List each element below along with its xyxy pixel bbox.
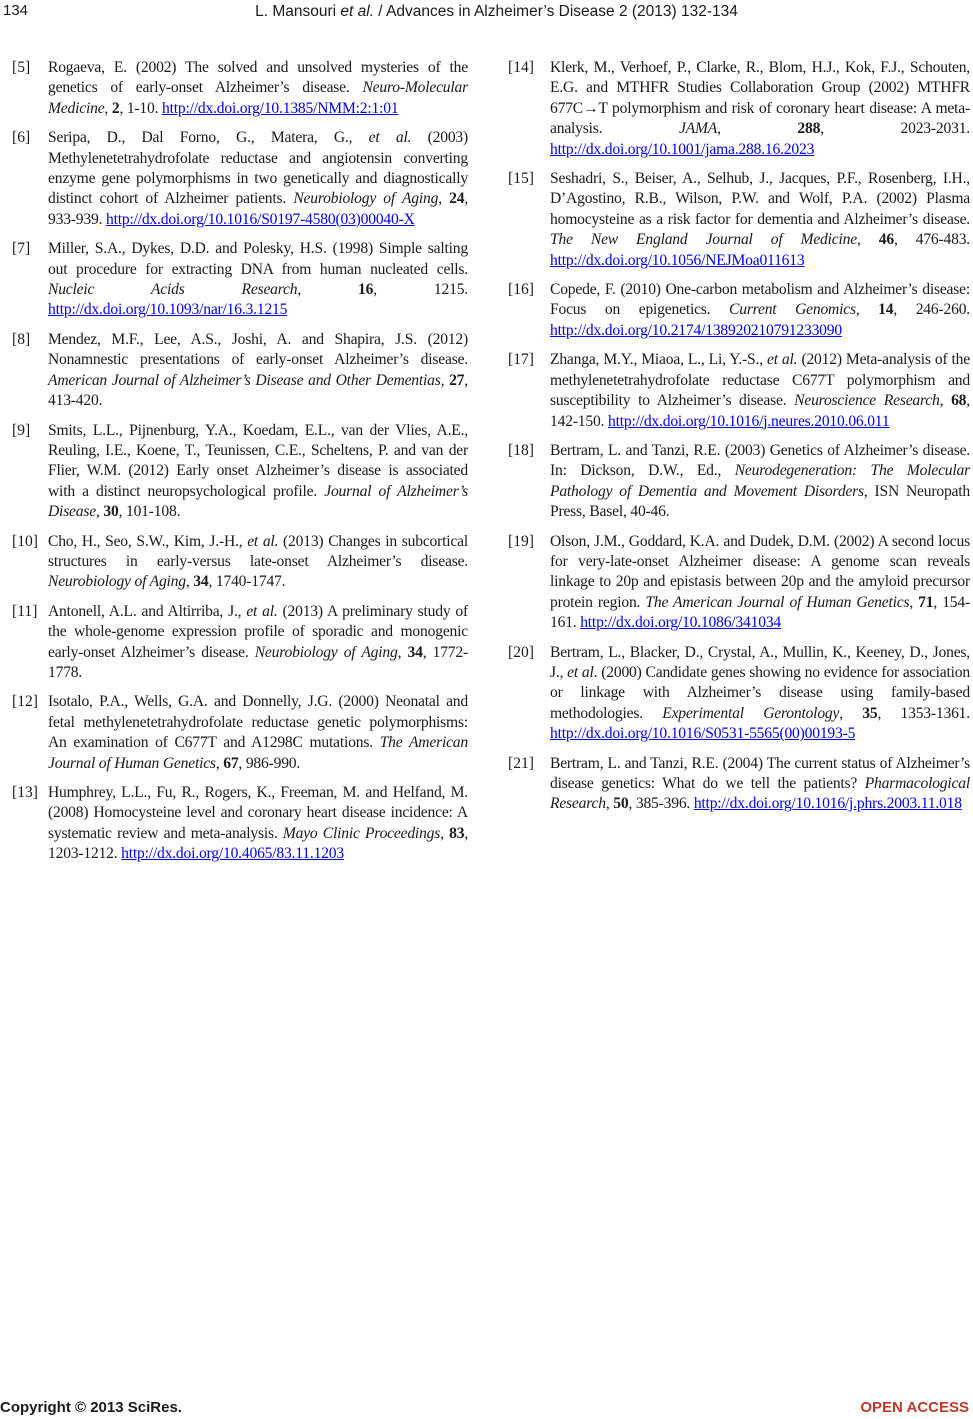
reference-number: [13] [12,784,38,801]
reference-segment: (2013) A preliminary study of the whole-genome expression profile of sporadic and monogenic early-onset Alzheimer’s disease. [48,602,469,661]
reference-number: [5] [12,59,31,76]
italic-text: Current Genomics [729,301,856,319]
italic-text: Neurobiology of Aging [254,643,398,661]
header-etal: et al. [340,3,374,20]
italic-text: Mayo Clinic Proceedings [282,824,441,842]
reference-number: [18] [508,441,534,459]
volume-number: 24 [449,190,465,208]
italic-text: Neurobiology of Aging [293,190,439,208]
reference-number: [16] [508,281,534,299]
volume-number: 68 [951,392,967,410]
reference-segment: , [397,643,408,661]
open-access-label: OPEN ACCESS [860,1399,969,1416]
reference-segment: , [939,392,952,410]
reference-number: [12] [12,693,38,711]
page-number: 134 [3,2,29,19]
reference-segment: Cho, H., Seo, S.W., Kim, J.-H., [48,532,248,550]
reference-segment: , 1-10. [119,99,163,117]
reference-segment: , [104,99,112,117]
volume-number: 34 [193,573,209,591]
header-journal: / Advances in Alzheimer’s Disease 2 (2013) 132-134 [374,3,738,20]
reference-item [508,754,970,815]
italic-text: et al [567,663,594,681]
reference-segment: , 1353-1361. [877,704,970,722]
reference-text [48,330,468,412]
doi-link[interactable]: http://dx.doi.org/10.1086/341034 [580,614,782,632]
doi-link[interactable]: http://dx.doi.org/10.1016/S0531-5565(00)00193-5 [550,725,856,743]
reference-text [550,280,970,341]
volume-number: 288 [797,120,821,138]
reference-text [550,350,970,432]
italic-text: The New England Journal of Medicine [550,231,857,249]
reference-text [48,692,468,774]
reference-segment: Mendez, M.F., Lee, A.S., Joshi, A. and Shapira, J.S. (2012) Nonamnestic presentations of early-onset Alzheimer’s disease. [48,330,468,369]
volume-number: 2 [111,99,120,117]
reference-segment: Humphrey, L.L., Fu, R., Rogers, K., Freeman, M. and Helfand, M. (2008) Homocysteine level and coronary heart disease incidence: A systematic review and meta-analysis. [48,784,468,842]
reference-segment: Antonell, A.L. and Altirriba, J., [48,602,247,620]
reference-segment: , ISN Neuropath Press, Basel, 40-46. [550,482,970,521]
reference-segment: , 2023-2031. [820,120,970,138]
reference-number: [11] [12,602,38,620]
italic-text: et al. [767,351,798,369]
volume-number: 16 [358,281,374,299]
reference-segment: , [856,231,879,249]
reference-segment: Seripa, D., Dal Forno, G., Matera, G., [48,129,369,147]
reference-segment: , 476-483. [893,231,970,249]
doi-link[interactable]: http://dx.doi.org/10.1093/nar/16.3.1215 [48,301,288,319]
reference-segment: Olson, J.M., Goddard, K.A. and Dudek, D.M. (2002) A second locus for very-late-onset Alzheimer disease: A genome scan reveals linkage to 20p and epistasis between 20p and the amyloid precursor protein region. [550,532,970,611]
volume-number: 50 [613,795,629,813]
reference-text [550,754,970,815]
header-authors: L. Mansouri [255,3,341,20]
doi-link[interactable]: http://dx.doi.org/10.1016/j.neures.2010.06.011 [607,412,890,430]
reference-item [508,169,970,271]
reference-segment: Miller, S.A., Dykes, D.D. and Polesky, H.S. (1998) Simple salting out procedure for extracting DNA from human nucleated cells. [48,240,468,278]
italic-text: et al. [247,532,279,550]
reference-number: [9] [12,421,31,439]
volume-number: 30 [103,503,119,521]
reference-segment: , [717,120,798,138]
reference-segment: , 413-420. [48,371,468,410]
reference-number: [14] [508,59,534,76]
reference-segment: (2003) Methylenetetrahydrofolate reductase and angiotensin converting enzyme gene polymorphisms in two genetically and diagnostically distinct cohort of Alzheimer patients. [48,129,469,208]
reference-segment: Bertram, L., Blacker, D., Crystal, A., Mullin, K., Keeney, D., Jones, J., [550,643,970,681]
reference-segment: , [909,593,919,611]
reference-segment: , 246-260. [893,301,970,319]
doi-link[interactable]: http://dx.doi.org/10.2174/138920210791233090 [550,321,842,339]
reference-item [508,441,970,523]
volume-number: 34 [407,643,423,661]
reference-number: [10] [12,532,38,550]
reference-text [48,532,468,593]
doi-link[interactable]: http://dx.doi.org/10.1056/NEJMoa011613 [550,251,805,269]
reference-segment: , [95,503,104,521]
reference-segment: , [440,824,450,842]
reference-item [12,692,468,774]
reference-segment: Smits, L.L., Pijnenburg, Y.A., Koedam, E.L., van der Vlies, A.E., Reuling, I.E., Koene, T., Teunissen, C.E., Scheltens, P. and van der Flier, W.M. (2012) Early onset Alzheimer’s disease is associated with a distinct neuropsychological profile. [48,421,468,500]
reference-segment: Rogaeva, E. (2002) The solved and unsolved mysteries of the genetics of early-onset Alzheimer’s disease. [48,59,468,97]
italic-text: Experimental Gerontology [662,704,840,722]
reference-segment: , 933-939. [48,190,469,228]
italic-text: American Journal of Alzheimer’s Disease and Other Dementias [48,371,441,389]
volume-number: 67 [223,754,239,772]
reference-number: [8] [12,330,31,348]
reference-item [12,128,468,230]
italic-text: et al. [246,602,278,620]
reference-segment: , [438,190,450,208]
italic-text: Nucleic Acids Research [48,281,298,299]
italic-text: The American Journal of Human Genetics [645,593,910,611]
italic-text: et al. [368,129,412,147]
reference-segment: , 1215. [373,281,469,299]
reference-segment: , [440,371,450,389]
reference-segment: Isotalo, P.A., Wells, G.A. and Donnelly, J.G. (2000) Neonatal and fetal methylenetetrahydrofolate reductase genetic polymorphisms: An examination of C677T and A1298C mutations. [48,693,468,752]
reference-item [12,602,468,684]
reference-number: [7] [12,240,31,258]
italic-text: The American Journal of Human Genetics [48,734,468,772]
reference-item [12,783,468,865]
doi-link[interactable]: http://dx.doi.org/10.4065/83.11.1203 [121,845,344,863]
reference-segment: , 1772-1778. [48,643,468,681]
reference-item [508,280,970,341]
reference-number: [21] [508,754,534,772]
reference-number: [20] [508,643,534,661]
reference-text [48,421,468,523]
references-right-column [508,58,970,824]
reference-text [48,783,468,865]
volume-number: 14 [878,301,894,319]
volume-number: 27 [449,371,465,389]
reference-segment: Bertram, L. and Tanzi, R.E. (2004) The current status of Alzheimer’s disease genetics: What do we tell the patients? [550,754,970,792]
reference-number: [19] [508,532,534,550]
reference-text [48,58,468,119]
reference-segment: (2013) Changes in subcortical structures in early-versus late-onset Alzheimer’s disease. [48,532,468,570]
reference-item [12,532,468,593]
volume-number: 35 [862,704,878,722]
reference-item [12,239,468,321]
reference-text [550,643,970,745]
italic-text: Journal of Alzheimer’s Disease [48,482,468,521]
reference-segment: , 1740-1747. [208,573,286,591]
reference-segment: (2012) Meta-analysis of the methylenetetrahydrofolate reductase C677T polymorphism and susceptibility to Alzheimer’s disease. [550,351,970,410]
reference-number: [6] [12,129,31,147]
reference-text [550,169,970,271]
reference-item [508,532,970,634]
italic-text: Neuro-Molecular Medicine [48,79,468,117]
reference-text [48,128,468,230]
reference-segment: , 1203-1212. [48,824,469,863]
reference-item [508,643,970,745]
italic-text: Neurodegeneration: The Molecular Pathology of Dementia and Movement Disorders [550,462,970,500]
reference-segment: , 986-990. [238,754,301,772]
reference-segment: Zhanga, M.Y., Miaoa, L., Li, Y.-S., [550,351,767,369]
volume-number: 46 [878,231,894,249]
reference-segment: , 142-150. [550,392,970,430]
reference-item [12,330,468,412]
italic-text: JAMA [678,120,718,138]
italic-text: Neuroscience Research [794,392,940,410]
reference-segment: , 154-161. [550,593,970,632]
reference-segment: , 385-396. [628,795,694,813]
doi-link[interactable]: http://dx.doi.org/10.1016/S0197-4580(03)00040-X [105,210,415,228]
reference-item [12,421,468,523]
reference-text [550,532,970,634]
reference-item [12,58,468,119]
reference-segment: , [855,301,879,319]
reference-text [550,58,970,160]
doi-link[interactable]: http://dx.doi.org/10.1001/jama.288.16.2023 [550,140,815,158]
reference-segment: , [605,795,614,813]
reference-segment: Klerk, M., Verhoef, P., Clarke, R., Blom, H.J., Kok, F.J., Schouten, E.G. and MTHFR Studies Collaboration Group (2002) MTHFR 677C→T polymorphism and risk of coronary heart disease: A meta-analysis. [550,59,970,138]
reference-segment: Bertram, L. and Tanzi, R.E. (2003) Genetics of Alzheimer’s disease. In: Dickson, D.W., Ed., [550,441,970,480]
doi-link[interactable]: http://dx.doi.org/10.1385/NMM:2:1:01 [162,99,399,117]
reference-segment: Copede, F. (2010) One-carbon metabolism and Alzheimer’s disease: Focus on epigenetics. [550,281,970,319]
running-header [0,3,973,21]
italic-text: Pharmacological Research [550,775,970,813]
reference-segment: , [839,704,863,722]
reference-text [48,602,468,684]
italic-text: Neurobiology of Aging [48,573,186,591]
reference-text [48,239,468,321]
reference-segment: Seshadri, S., Beiser, A., Selhub, J., Jacques, P.F., Rosenberg, I.H., D’Agostino, R.B., Wilson, P.W. and Wolf, P.A. (2002) Plasma homocysteine as a risk factor for dementia and Alzheimer’s disease. [550,170,970,228]
references-left-column [12,58,468,874]
reference-text [550,441,970,523]
volume-number: 71 [918,593,934,611]
reference-number: [15] [508,170,534,188]
reference-item [508,58,970,160]
reference-segment: , 101-108. [118,503,181,521]
reference-segment: . (2000) Candidate genes showing no evidence for association or linkage with Alzheimer’s disease using family-based methodologies. [550,663,970,722]
reference-item [508,350,970,432]
reference-segment: , [215,754,224,772]
volume-number: 83 [449,824,465,842]
reference-number: [17] [508,351,534,369]
doi-link[interactable]: http://dx.doi.org/10.1016/j.phrs.2003.11.018 [693,795,962,813]
reference-segment: , [297,281,359,299]
reference-segment: , [185,573,194,591]
copyright-notice: Copyright © 2013 SciRes. [0,1399,182,1416]
